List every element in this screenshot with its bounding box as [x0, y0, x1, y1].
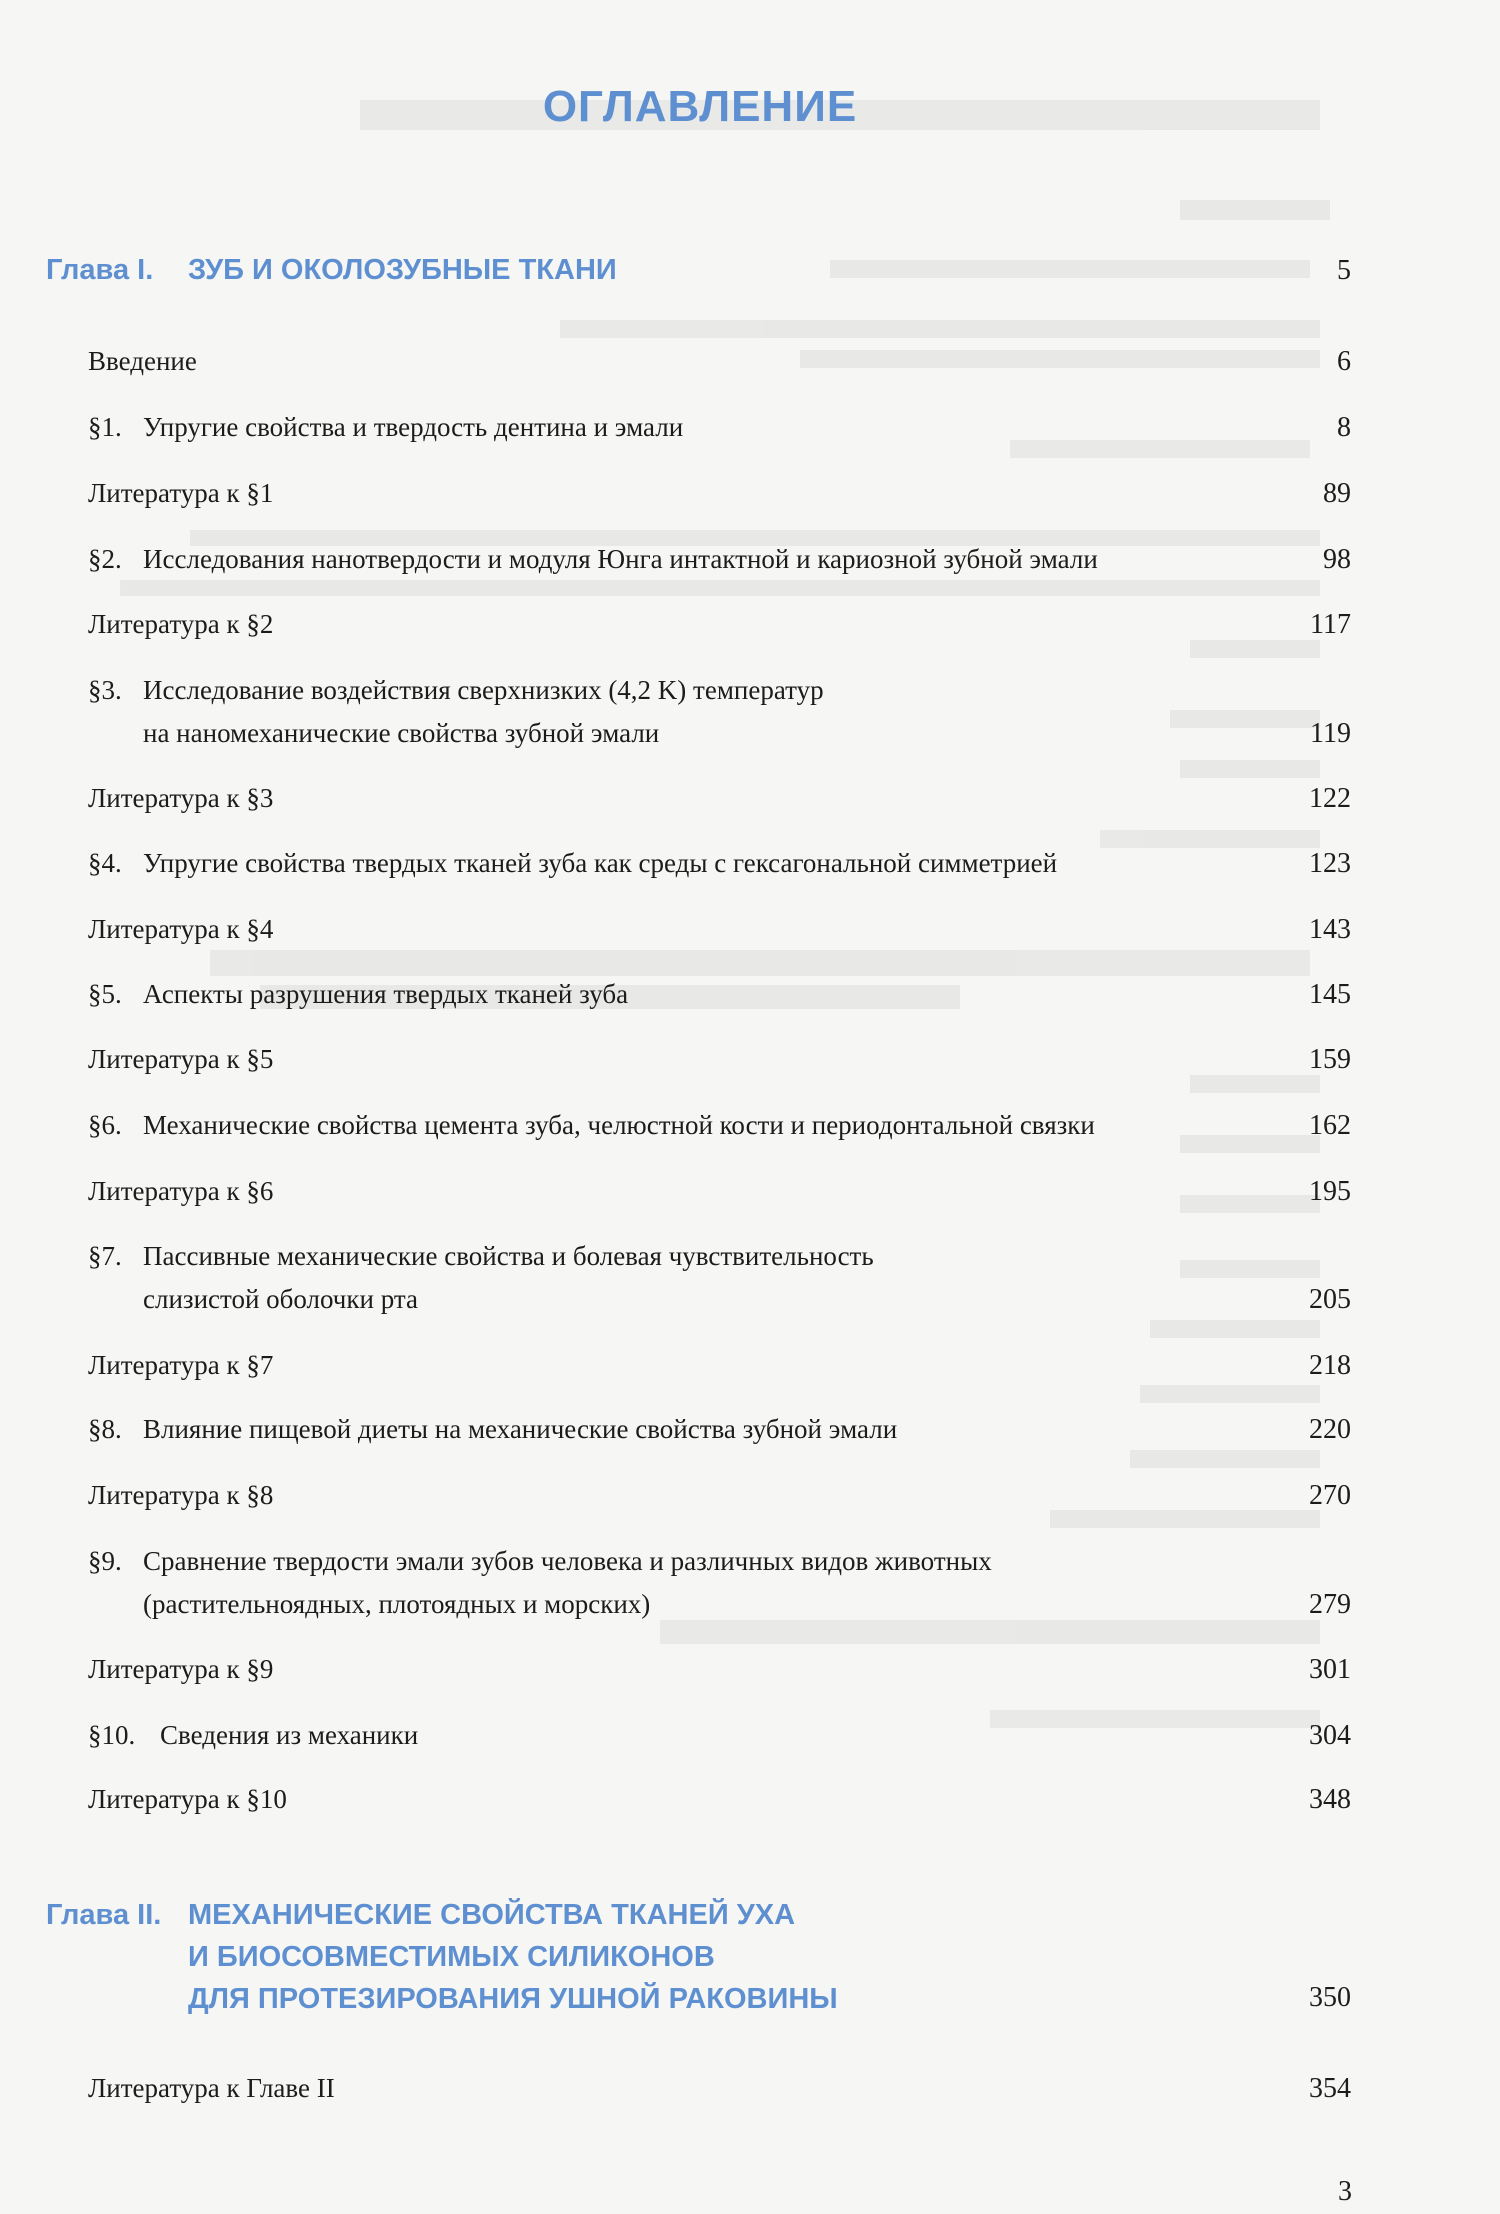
toc-entry-text: Литература к §9: [88, 1654, 274, 1684]
chapter-title: ЗУБ И ОКОЛОЗУБНЫЕ ТКАНИ: [188, 254, 617, 286]
toc-entry-text: Аспекты разрушения твердых тканей зуба: [143, 979, 629, 1009]
toc-page-number: 117: [1310, 609, 1351, 640]
toc-entry-section-5[interactable]: [88, 973, 1351, 1016]
toc-entry-text: Литература к §2: [88, 609, 274, 639]
toc-entry-references-5[interactable]: [88, 1038, 1351, 1081]
toc-entry-section-4[interactable]: [88, 842, 1351, 885]
toc-entry-text: Литература к §5: [88, 1044, 274, 1074]
toc-entry-section-6[interactable]: [88, 1104, 1351, 1147]
toc-page-number: 301: [1309, 1654, 1351, 1685]
toc-entry-text: Литература к §3: [88, 783, 274, 813]
toc-entry-text: Литература к Главе II: [88, 2073, 335, 2103]
toc-entry-references-7[interactable]: [88, 1344, 1351, 1387]
toc-entry-text: Механические свойства цемента зуба, челюстной кости и периодонтальной связки: [143, 1110, 1095, 1140]
toc-entry-text-line-2: слизистой оболочки рта: [143, 1284, 418, 1314]
toc-page-number: 119: [1310, 718, 1351, 749]
section-index: §6.: [88, 1110, 122, 1140]
toc-entry-text-line-2: на наномеханические свойства зубной эмали: [143, 718, 660, 748]
toc-entry-text-line-2: (растительноядных, плотоядных и морских): [143, 1589, 651, 1619]
toc-entry-introduction[interactable]: [88, 340, 1351, 383]
section-index: §3.: [88, 675, 122, 705]
chapter-heading[interactable]: [46, 1894, 838, 2020]
toc-entry-text: Введение: [88, 346, 197, 376]
toc-entry-text: Влияние пищевой диеты на механические свойства зубной эмали: [143, 1414, 898, 1444]
section-index: §5.: [88, 979, 122, 1009]
toc-entry-text: Исследования нанотвердости и модуля Юнга интактной и кариозной зубной эмали: [143, 544, 1098, 574]
toc-entry-text: Литература к §4: [88, 914, 274, 944]
toc-entry-text-line-1: Пассивные механические свойства и болевая чувствительность: [143, 1241, 874, 1271]
toc-page-number: 123: [1309, 848, 1351, 879]
toc-page-number: 162: [1309, 1110, 1351, 1141]
toc-page-number: 122: [1309, 783, 1351, 814]
toc-entry-text: Литература к §7: [88, 1350, 274, 1380]
toc-entry-section-9[interactable]: [88, 1540, 1351, 1626]
chapter-page-number: 5: [1337, 255, 1351, 286]
toc-entry-references-chapter-2[interactable]: [88, 2067, 1351, 2110]
toc-page-number: 354: [1309, 2073, 1351, 2104]
toc-entry-text: Литература к §10: [88, 1784, 287, 1814]
toc-entry-references-4[interactable]: [88, 908, 1351, 951]
section-index: §9.: [88, 1546, 122, 1576]
section-index: §8.: [88, 1414, 122, 1444]
toc-page-number: 220: [1309, 1414, 1351, 1445]
toc-entry-references-1[interactable]: [88, 472, 1351, 515]
toc-entry-references-2[interactable]: [88, 603, 1351, 646]
chapter-page-number: 350: [1309, 1982, 1351, 2013]
page-title: ОГЛАВЛЕНИЕ: [542, 82, 858, 131]
toc-entry-text: Литература к §8: [88, 1480, 274, 1510]
toc-entry-text: Сведения из механики: [160, 1720, 419, 1750]
toc-page-number: 143: [1309, 914, 1351, 945]
toc-entry-references-9[interactable]: [88, 1648, 1351, 1691]
toc-page-number: 279: [1309, 1589, 1351, 1620]
toc-page-number: 8: [1337, 412, 1351, 443]
toc-page-number: 218: [1309, 1350, 1351, 1381]
toc-page-number: 348: [1309, 1784, 1351, 1815]
toc-entry-references-10[interactable]: [88, 1778, 1351, 1821]
toc-entry-section-7[interactable]: [88, 1235, 1351, 1321]
toc-entry-text: Упругие свойства твердых тканей зуба как среды с гексагональной симметрией: [143, 848, 1058, 878]
toc-page-number: 195: [1309, 1176, 1351, 1207]
chapter-label: Глава I.: [46, 254, 154, 286]
toc-page-number: 270: [1309, 1480, 1351, 1511]
toc-entry-section-10[interactable]: [88, 1714, 1351, 1757]
toc-entry-text: Упругие свойства и твердость дентина и эмали: [143, 412, 684, 442]
toc-entry-section-8[interactable]: [88, 1408, 1351, 1451]
section-index: §10.: [88, 1720, 136, 1750]
toc-page-number: 159: [1309, 1044, 1351, 1075]
section-index: §1.: [88, 412, 122, 442]
toc-page-number: 205: [1309, 1284, 1351, 1315]
toc-page-number: 89: [1323, 478, 1351, 509]
page-folio: 3: [1338, 2176, 1352, 2207]
section-index: §4.: [88, 848, 122, 878]
chapter-title-line-2: И БИОСОВМЕСТИМЫХ СИЛИКОНОВ: [188, 1941, 715, 1973]
toc-page-number: 6: [1337, 346, 1351, 377]
chapter-label: Глава II.: [46, 1899, 162, 1931]
toc-entry-references-8[interactable]: [88, 1474, 1351, 1517]
toc-entry-text-line-1: Исследование воздействия сверхнизких (4,2 K) температур: [143, 675, 824, 705]
chapter-title-line-3: ДЛЯ ПРОТЕЗИРОВАНИЯ УШНОЙ РАКОВИНЫ: [188, 1983, 838, 2015]
toc-page-number: 304: [1309, 1720, 1351, 1751]
toc-entry-text: Литература к §1: [88, 478, 274, 508]
toc-entry-references-3[interactable]: [88, 777, 1351, 820]
toc-entry-text: Литература к §6: [88, 1176, 274, 1206]
chapter-title-line-1: МЕХАНИЧЕСКИЕ СВОЙСТВА ТКАНЕЙ УХА: [188, 1899, 796, 1931]
section-index: §2.: [88, 544, 122, 574]
toc-entry-text-line-1: Сравнение твердости эмали зубов человека и различных видов животных: [143, 1546, 992, 1576]
section-index: §7.: [88, 1241, 122, 1271]
chapter-heading[interactable]: [46, 249, 617, 291]
toc-page-number: 98: [1323, 544, 1351, 575]
toc-page-number: 145: [1309, 979, 1351, 1010]
toc-entry-references-6[interactable]: [88, 1170, 1351, 1213]
toc-entry-section-2[interactable]: [88, 538, 1351, 581]
toc-entry-section-3[interactable]: [88, 669, 1351, 755]
toc-entry-section-1[interactable]: [88, 406, 1351, 449]
